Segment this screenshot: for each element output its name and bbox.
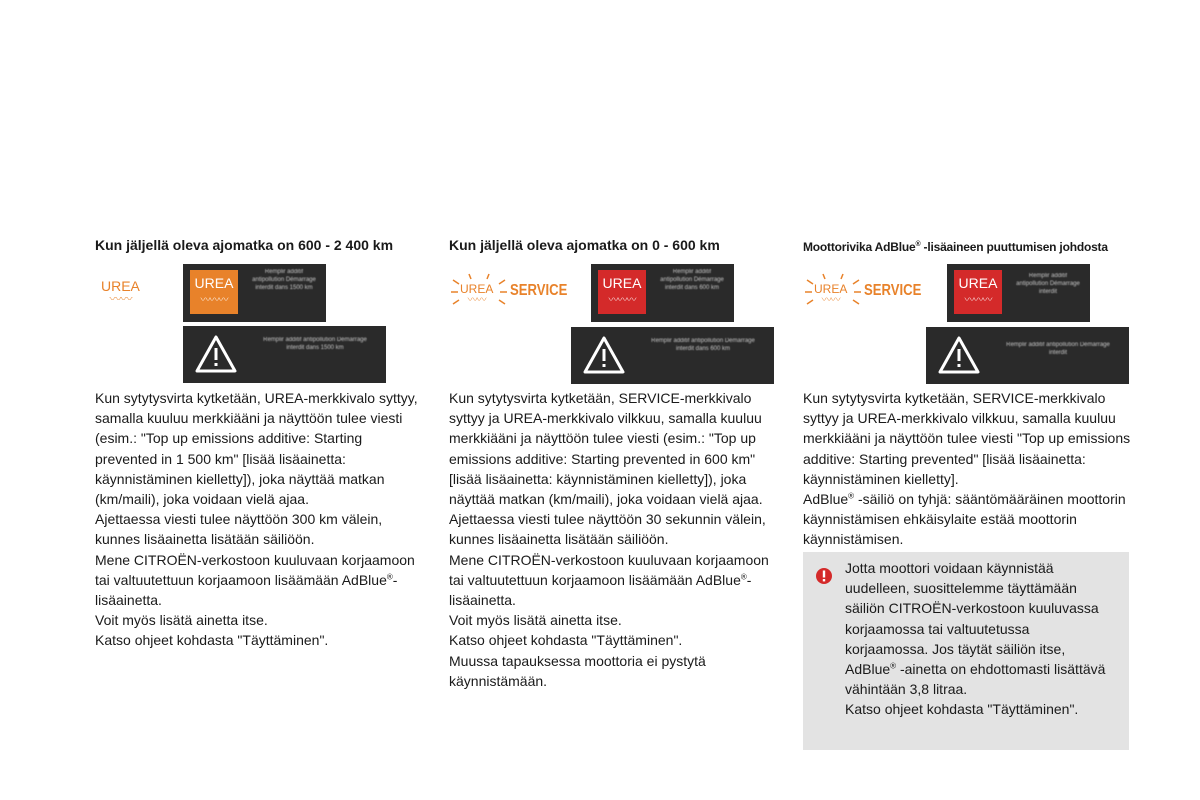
display-screen-top [591, 264, 734, 322]
warning-triangle-icon [194, 334, 238, 374]
column-range-0-600 [449, 236, 779, 689]
display-screen-top [947, 264, 1090, 322]
urea-display-icon: UREA 〰〰〰 [190, 270, 238, 314]
description-text: Kun sytytysvirta kytketään, UREA-merkkivalo syttyy, samalla kuuluu merkkiääni ja näyttöön tulee viesti (esim.: "Top up emissions additive: Starting prevented in 1 500 km" [lisää lisäainetta: käynnistäminen kielletty]), joka näyttää matkan (km/maili), joka voidaan vielä ajaa. Ajettaessa viesti tulee näyttöön 300 km välein, kunnes lisäainetta lisätään säiliöön. Mene CITROËN-verkostoon kuuluvaan korjaamoon tai valtuutettuun korjaamoon lisäämään AdBlue®-lisäainetta. Voit myös lisätä ainetta itse. Katso ohjeet kohdasta "Täyttäminen". [95, 390, 418, 649]
urea-display-icon: UREA 〰〰〰 [954, 270, 1002, 314]
display-screen-top [183, 264, 326, 322]
section-heading: Kun jäljellä oleva ajomatka on 600 - 2 400 km [95, 237, 394, 253]
note-box [803, 552, 1129, 750]
urea-display-icon: UREA 〰〰〰 [598, 270, 646, 314]
column-range-600-2400 [95, 236, 425, 649]
urea-label: UREA 〰〰 [814, 282, 848, 306]
display-message: Remplir additif antipollution Démarrage interdit dans 1500 km [263, 337, 367, 351]
display-screen-bottom [571, 327, 774, 384]
section-heading: Moottorivika AdBlue® -lisäaineen puuttumisen johdosta [803, 240, 1108, 254]
urea-label: UREA 〰〰 [460, 282, 494, 306]
description-text: Kun sytytysvirta kytketään, SERVICE-merkkivalo syttyy ja UREA-merkkivalo vilkkuu, samalla kuuluu merkkiääni ja näyttöön tulee viesti "Top up emissions additive: Starting prevented" [lisää lisäainetta: käynnistäminen kielletty]. AdBlue® -säiliö on tyhjä: sääntömääräinen moottorin käynnistämisen ehkäisylaite estää moottorin käynnistämisen. [803, 390, 1131, 548]
column-adblue-engine-fault [803, 236, 1133, 718]
display-screen-bottom [926, 327, 1129, 384]
section-heading: Kun jäljellä oleva ajomatka on 0 - 600 km [449, 237, 720, 253]
display-message: Remplir additif antipollution Démarrage interdit [1006, 342, 1110, 356]
display-screen-bottom [183, 326, 386, 383]
warning-triangle-icon [937, 335, 981, 375]
description-text: Kun sytytysvirta kytketään, SERVICE-merkkivalo syttyy ja UREA-merkkivalo vilkkuu, samalla kuuluu merkkiääni ja näyttöön tulee viesti (esim.: "Top up emissions additive: Starting prevented in 600 km" [lisää lisäainetta: käynnistäminen kielletty]), joka näyttää matkan (km/maili), joka voidaan vielä ajaa. Ajettaessa viesti tulee näyttöön 30 sekunnin välein, kunnes lisäainetta lisätään säiliöön. Mene CITROËN-verkostoon kuuluvaan korjaamoon tai valtuutettuun korjaamoon lisäämään AdBlue®-lisäainetta. Voit myös lisätä ainetta itse. Katso ohjeet kohdasta "Täyttäminen". Muussa tapauksessa moottoria ei pystytä käynnistämään. [449, 390, 769, 689]
display-message: Remplir additif antipollution Démarrage interdit [1016, 273, 1080, 295]
note-text: Jotta moottori voidaan käynnistää uudelleen, suosittelemme täyttämään säiliön CITROËN-verkostoon kuuluvassa korjaamossa tai valtuutetussa korjaamossa. Jos täytät säiliön itse, AdBlue® -ainetta on ehdottomasti lisättävä vähintään 3,8 litraa. Katso ohjeet kohdasta "Täyttäminen". [845, 560, 1106, 718]
service-warning-light-icon: SERVICE [864, 282, 922, 299]
urea-warning-light-icon: UREA 〰〰 [101, 278, 140, 306]
display-message: Remplir additif antipollution Démarrage interdit dans 1500 km [252, 269, 316, 291]
display-message: Remplir additif antipollution Démarrage interdit dans 600 km [660, 269, 724, 291]
warning-triangle-icon [582, 335, 626, 375]
exclamation-icon [816, 568, 832, 584]
display-message: Remplir additif antipollution Démarrage interdit dans 600 km [651, 338, 755, 352]
service-warning-light-icon: SERVICE [510, 282, 568, 299]
